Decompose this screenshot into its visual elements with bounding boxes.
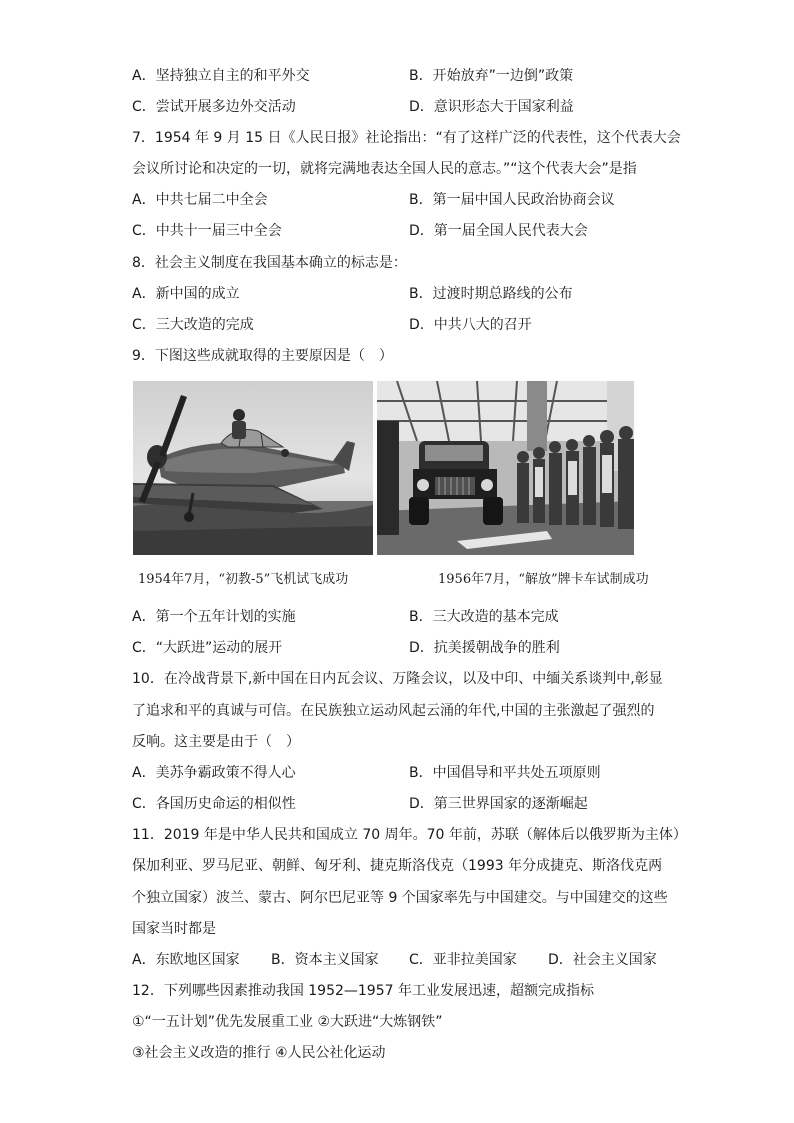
q8-option-b: B．过渡时期总路线的公布 <box>409 286 573 302</box>
truck-photo <box>377 381 634 555</box>
q10-option-a: A．美苏争霸政策不得人心 <box>132 765 296 781</box>
q11-stem-line2: 保加利亚、罗马尼亚、朝鲜、匈牙利、捷克斯洛伐克（1993 年分成捷克、斯洛伐克两 <box>132 858 663 874</box>
q10-stem-line1: 10．在冷战背景下,新中国在日内瓦会议、万隆会议，以及中印、中缅关系谈判中,彰显 <box>132 671 663 687</box>
q9-option-c: C．“大跃进”运动的展开 <box>132 640 283 656</box>
airplane-photo <box>133 381 373 555</box>
q11-stem-line1: 11．2019 年是中华人民共和国成立 70 周年。70 年前，苏联（解体后以俄罗斯为主体） <box>132 827 687 843</box>
q6-option-b: B．开始放弃”一边倒”政策 <box>409 68 574 84</box>
q11-stem-line3: 个独立国家）波兰、蒙古、阿尔巴尼亚等 9 个国家率先与中国建交。与中国建交的这些 <box>132 890 668 906</box>
q11-stem-line4: 国家当时都是 <box>132 921 216 937</box>
q7-stem-line2: 会议所讨论和决定的一切，就将完满地表达全国人民的意志。”“这个代表大会”是指 <box>132 161 637 177</box>
q8-option-c: C．三大改造的完成 <box>132 317 254 333</box>
q12-item-line2: ③社会主义改造的推行 ④人民公社化运动 <box>132 1045 386 1061</box>
q8-stem: 8．社会主义制度在我国基本确立的标志是： <box>132 255 407 271</box>
q11-option-c: C．亚非拉美国家 <box>409 952 517 968</box>
q10-option-b: B．中国倡导和平共处五项原则 <box>409 765 601 781</box>
q10-option-c: C．各国历史命运的相似性 <box>132 796 296 812</box>
q6-option-c: C．尝试开展多边外交活动 <box>132 99 296 115</box>
q6-option-d: D．意识形态大于国家利益 <box>409 99 574 115</box>
q12-item-line1: ①“一五计划”优先发展重工业 ②大跃进“大炼钢铁” <box>132 1014 443 1030</box>
q9-option-d: D．抗美援朝战争的胜利 <box>409 640 560 656</box>
q9-caption-left: 1954年7月，“初教-5”飞机试飞成功 <box>138 572 349 587</box>
q9-stem: 9．下图这些成就取得的主要原因是（ ） <box>132 348 393 364</box>
q10-option-d: D．第三世界国家的逐渐崛起 <box>409 796 588 812</box>
q7-option-a: A．中共七届二中全会 <box>132 192 268 208</box>
q9-option-b: B．三大改造的基本完成 <box>409 609 559 625</box>
q10-stem-line3: 反响。这主要是由于（ ） <box>132 734 300 750</box>
q8-option-d: D．中共八大的召开 <box>409 317 532 333</box>
q11-option-d: D．社会主义国家 <box>548 952 657 968</box>
q7-option-c: C．中共十一届三中全会 <box>132 223 282 239</box>
q7-option-b: B．第一届中国人民政治协商会议 <box>409 192 615 208</box>
q12-stem: 12．下列哪些因素推动我国 1952—1957 年工业发展迅速，超额完成指标 <box>132 983 594 999</box>
q10-stem-line2: 了追求和平的真诚与可信。在民族独立运动风起云涌的年代,中国的主张激起了强烈的 <box>132 703 655 719</box>
q7-stem-line1: 7．1954 年 9 月 15 日《人民日报》社论指出：“有了这样广泛的代表性，这个代表大会 <box>132 130 681 146</box>
q7-option-d: D．第一届全国人民代表大会 <box>409 223 588 239</box>
q6-option-a: A．坚持独立自主的和平外交 <box>132 68 310 84</box>
q11-option-a: A．东欧地区国家 <box>132 952 240 968</box>
q9-caption-right: 1956年7月，“解放”牌卡车试制成功 <box>438 572 649 587</box>
q11-option-b: B．资本主义国家 <box>271 952 379 968</box>
q9-option-a: A．第一个五年计划的实施 <box>132 609 296 625</box>
q8-option-a: A．新中国的成立 <box>132 286 240 302</box>
